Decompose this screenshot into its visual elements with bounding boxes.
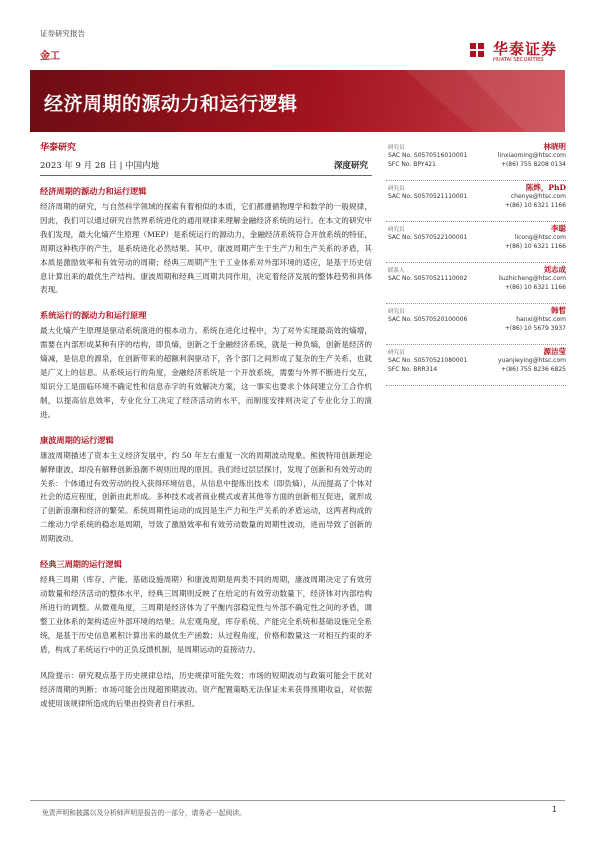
analyst-card <box>386 263 566 304</box>
analyst-role: 研究员 <box>388 227 405 233</box>
analyst-email[interactable]: linxiaoming@htsc.com <box>497 152 566 159</box>
analyst-name: 源洁莹 <box>543 347 566 356</box>
analyst-email[interactable]: liuzhicheng@htsc.com <box>498 275 566 282</box>
analyst-role: 研究员 <box>388 309 405 315</box>
industry-label: 金工 <box>40 51 60 62</box>
analyst-name: 陈烨，PhD <box>525 183 566 192</box>
analyst-phone: +(86) 755 8208 0134 <box>500 161 566 168</box>
huatai-logo-icon <box>466 39 488 61</box>
logo-name-cn: 华泰证券 <box>493 40 558 58</box>
section-title: 康波周期的运行逻辑 <box>40 434 114 445</box>
analyst-role: 研究员 <box>388 186 405 192</box>
analyst-email[interactable]: licong@htsc.com <box>514 234 566 241</box>
analyst-card <box>386 304 566 345</box>
analyst-phone: +(86) 10 6321 1166 <box>504 284 566 291</box>
section-title: 系统运行的源动力和运行原理 <box>40 310 147 321</box>
analyst-name: 李聪 <box>551 224 566 233</box>
section-body: 经典三周期（库存、产能、基础设施周期）和康波周期是两类不同的周期，康波周期决定了有效劳动数量和经济活动的整体水平，经典三周期则反映了在给定的有效劳动数量下，经济体对内部结构所进行的调整。从微观角度，三周期是经济体为了平衡内部稳定性与外部不确定性之间的矛盾，调整工业体系的架构适应外部环境的结果；从宏观角度，库存系统、产能完全系统和基础设施完全系统，是基于历史信息累积计算出来的最优生产函数；从过程角度，价格和数量这一对相互约束的矛盾，构成了系统运行中的正负反馈机制，是周期运动的直接动力。 <box>40 575 372 654</box>
footer-disclaimer: 免责声明和披露以及分析师声明是报告的一部分，请务必一起阅读。 <box>42 809 246 817</box>
huatai-logo <box>466 38 566 68</box>
analyst-card <box>386 222 566 263</box>
analyst-sfc: SFC No. BRR314 <box>388 366 438 373</box>
analyst-sfc: SFC No. BPY421 <box>388 161 436 168</box>
analyst-sac: SAC No. S0570521080001 <box>388 357 468 364</box>
analyst-email[interactable]: hanxi@htsc.com <box>516 316 566 323</box>
section <box>40 559 372 656</box>
analyst-card <box>386 140 566 181</box>
analyst-role: 研究员 <box>388 350 405 356</box>
analyst-list <box>386 140 566 386</box>
analyst-sac: SAC No. S0570520100006 <box>388 316 468 323</box>
banner-decoration <box>365 70 565 132</box>
title-banner <box>30 70 565 132</box>
analyst-card <box>386 345 566 386</box>
summary-column <box>40 140 372 711</box>
logo-name-en: HUATAI SECURITIES <box>493 57 544 63</box>
section-body: 康波周期描述了资本主义经济发展中，约 50 年左右重复一次的周期波动现象。熊彼特用创新理论解释康波，却没有解释创新浪潮不规则出现的原因。我们经过层层探讨，发现了创新和有效劳动的关系：个体通过有效劳动的投入获得环境信息，从信息中提炼出技术（即负熵），从而提高了个体对社会的适应程度，创新由此形成。多种技术或者商业模式或者其他等方面的创新相互促进，就形成了创新浪潮和经济的繁荣。系统周期性运动的成因是生产力和生产关系的矛盾运动，这两者构成的二维动力学系统的稳态是周期，导致了激励效率和有效劳动数量的周期性波动，进而导致了创新的周期波动。 <box>40 450 372 544</box>
report-date: 2023 年 9 月 28 日 <box>40 161 117 171</box>
section-title: 经典三周期的运行逻辑 <box>40 559 122 570</box>
analyst-name: 刘志成 <box>543 265 566 274</box>
dateline: 2023 年 9 月 28 日 | 中国内地 深度研究 <box>40 159 372 176</box>
report-label: 证券研究报告 <box>40 29 85 38</box>
analyst-name: 林晓明 <box>543 142 566 151</box>
report-type: 深度研究 <box>333 161 368 171</box>
section <box>40 435 372 546</box>
analyst-sac: SAC No. S0570522100001 <box>388 234 468 241</box>
section-body: 经济周期的研究，与自然科学领域的探索有着相似的本质，它们都遵循物理学和数学的一般规律，因此，我们可以通过研究自然界系统进化的通用规律来理解金融经济系统的运行。在本文的研究中我们发现，最大化熵产生原理（MEP）是系统运行的源动力，金融经济系统符合开放系统的特征，周期这种秩序的产生，是系统进化必然结果。其中，康波周期产生于生产力和生产关系的矛盾，其本质是激励效率和有效劳动的周期；经典三周期产生于工业体系对外部环境的适应，是基于历史信息计算出来的最优生产结构。康波周期和经典三周期共同作用，决定着经济发展的整体趋势和具体表现。 <box>40 202 372 295</box>
section-title: 经济周期的源动力和运行逻辑 <box>40 186 147 196</box>
analyst-phone: +(86) 10 6321 1166 <box>504 202 566 209</box>
analyst-sac: SAC No. S0570521110002 <box>388 275 468 282</box>
analyst-role: 研究员 <box>388 145 405 151</box>
section <box>40 186 372 297</box>
analyst-email[interactable]: yuanjieying@htsc.com <box>498 357 566 364</box>
analyst-role: 联系人 <box>388 268 405 274</box>
section-body: 最大化熵产生原理是驱动系统演进的根本动力。系统在进化过程中，为了对外实现最高效的熵增，需要在内部形成某种有序的结构，即负熵，创新之于金融经济系统，就是一种负熵，创新是经济的熵减，是信息的源泉，在创新带来的超额利润驱动下，各个部门之间形成了复杂的生产关系，也就是广义上的信息。从系统运行的角度，金融经济系统是一个开放系统，需要与外界不断进行交互，知识分工是面临环境不确定性和信息赤字的有效解决方案，这一事实也要求个体间建立分工合作机制，以提高信息效率，专业化分工决定了经济活动的水平，而制度安排则决定了专业化分工的演进。 <box>40 326 372 419</box>
analyst-sac: SAC No. S0570521110001 <box>388 193 468 200</box>
analyst-name: 韩晳 <box>551 306 566 315</box>
page-number: 1 <box>551 805 557 814</box>
analyst-phone: +(86) 755 8236 6825 <box>500 366 566 373</box>
report-region: 中国内地 <box>125 161 160 171</box>
analyst-sac: SAC No. S0570516010001 <box>388 152 468 159</box>
analyst-phone: +(86) 10 6321 1166 <box>504 243 566 250</box>
org-name: 华泰研究 <box>40 143 77 153</box>
footer-divider <box>30 800 565 801</box>
analyst-card <box>386 181 566 222</box>
analyst-phone: +(86) 10 5679 3937 <box>504 325 566 332</box>
report-title: 经济周期的源动力和运行逻辑 <box>44 93 298 115</box>
section <box>40 310 372 421</box>
risk-note: 风险提示：研究观点基于历史规律总结，历史规律可能失效；市场的短期波动与政策可能会干扰对经济周期的判断；市场可能会出现超预期波动。资产配置策略无法保证未来获得预期收益，对依据或使用该规律所造成的后果由投资者自行承担。 <box>40 671 372 709</box>
analyst-email[interactable]: chenye@htsc.com <box>510 193 566 200</box>
